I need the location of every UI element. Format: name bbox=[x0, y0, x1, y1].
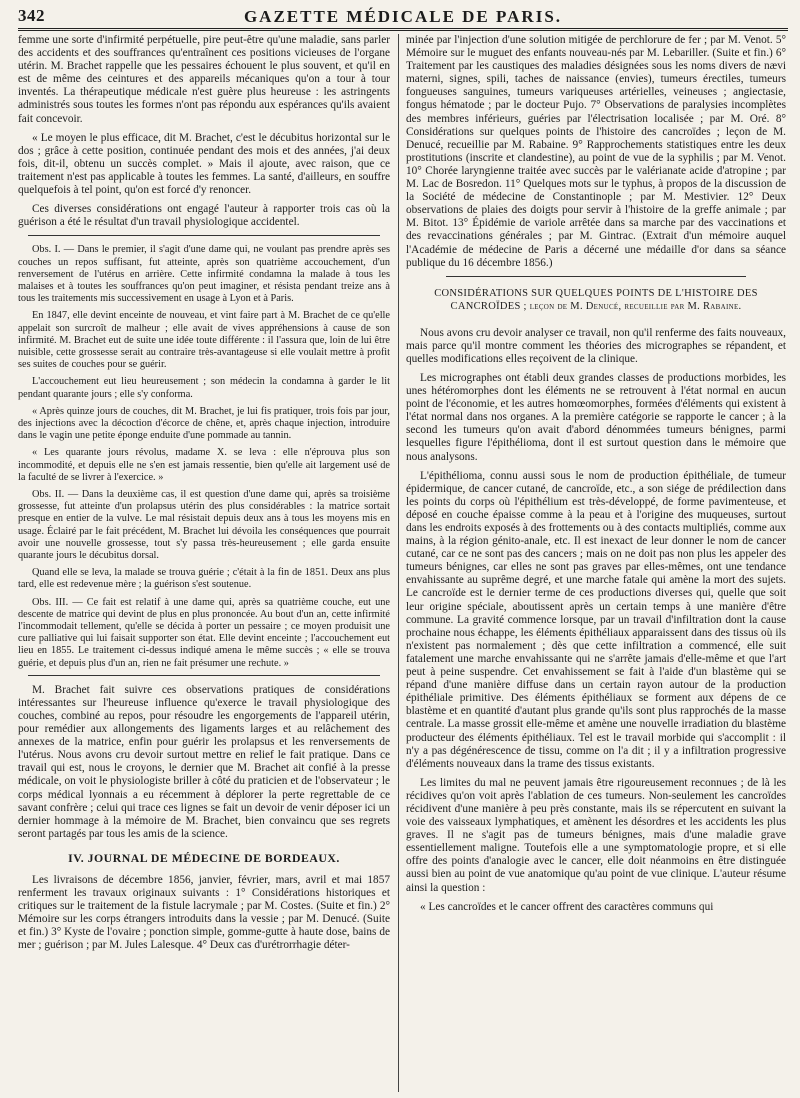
page-number: 342 bbox=[18, 6, 45, 25]
paragraph: Les limites du mal ne peuvent jamais être rigoureusement reconnues ; de là les récidives qu'on voit après l'ablation de ces tumeurs. Non-seulement les cancroïdes récidivent d'une manière à peu près constante, mais ils se répercutent en suivant la voie des vaisseaux lymphatiques, et amènent les désordres et les accidents les plus graves. Il ne s'agit pas de tumeurs bénignes, mais d'une maladie grave essentiellement maligne. Toutefois elle a une symptomatologie propre, et si elle offre des points d'analogie avec le cancer, elle doit néanmoins en être distinguée aussi bien au point de vue anatomique qu'au point de vue clinique. L'auteur résume ainsi la question : bbox=[406, 776, 786, 894]
divider bbox=[28, 235, 380, 236]
paragraph: Les micrographes ont établi deux grandes classes de productions morbides, les unes hétéromorphes dont les éléments ne se retrouvent à l'état normal en aucun point de l'économie, et les autres homœomorphes, formées d'éléments qui existent à l'état normal dans nos organes. A la première catégorie se rapporte le cancer ; à la second les tumeurs qu'on avait d'abord dénommées tumeurs bénignes, parmi lesquelles figure l'épithélioma, dont il est surtout question dans le mémoire que nous analysons. bbox=[406, 371, 786, 463]
paragraph: « Le moyen le plus efficace, dit M. Brachet, c'est le décubitus horizontal sur le dos ; grâce à cette position, continuée pendant des mois et des années, j'ai deux fois, dit-il, obtenu un succès complet. » Mais il ajoute, avec raison, que ce traitement n'est pas applicable à toutes les femmes. La santé, d'ailleurs, en souffre quelquefois à tel point, qu'on est forcé d'y renoncer. bbox=[18, 131, 390, 197]
observation-paragraph: L'accouchement eut lieu heureusement ; son médecin la condamna à garder le lit pendant quarante jours ; elle s'y conforma. bbox=[18, 376, 390, 400]
journal-title: GAZETTE MÉDICALE DE PARIS. bbox=[243, 7, 563, 26]
observation-paragraph: « Les quarante jours révolus, madame X. se leva : elle n'éprouva plus son incommodité, et depuis elle ne s'en est jamais ressentie, bien qu'elle ait largement usé de la faculté de se livrer à l'exercice. » bbox=[18, 447, 390, 483]
right-column bbox=[406, 34, 786, 1092]
paragraph: femme une sorte d'infirmité perpétuelle, pire peut-être qu'une maladie, sans parler des accidents et des souffrances qu'entraînent ces positions vicieuses de l'organe utérin. M. Brachet rappelle que les pessaires échouent le plus souvent, et qu'il en est de même des ceintures et des appareils mécaniques qu'on a tour à tour inventés. La thérapeutique médicale n'est guère plus heureuse : les astringents administrés sous toutes les formes n'ont pas répondu aux espérances qu'ils avaient fait concevoir. bbox=[18, 34, 390, 125]
paragraph: « Les cancroïdes et le cancer offrent des caractères communs qui bbox=[420, 900, 714, 913]
section-heading: IV. JOURNAL DE MÉDECINE DE BORDEAUX. bbox=[68, 850, 340, 865]
observation-paragraph: Obs. III. — Ce fait est relatif à une dame qui, après sa quatrième couche, eut une descente de matrice qui devint de plus en plus prononcée. Au bout d'un an, cette infirmité l'incommodait tellement, qu'elle se décida à porter un pessaire ; ce moyen produisit une cure palliative qui lui faisait supporter son état. Elle devint enceinte ; l'accouchement eut lieu en 1855. Le traitement ci-dessus indiqué amena le même succès ; « elle se trouva guérie, et depuis plus d'un an, rien ne fait présumer une rechute. » bbox=[18, 596, 390, 669]
page-header bbox=[18, 4, 788, 30]
article-title: CONSIDÉRATIONS SUR QUELQUES POINTS DE L'HISTOIRE DES CANCROÏDES ; leçon de M. Denucé, recueillie par M. Rabaine. bbox=[434, 287, 758, 312]
observation-paragraph: En 1847, elle devint enceinte de nouveau, et vint faire part à M. Brachet de ce qu'elle appelait son surcroît de malheur ; elle avait de vives appréhensions à cause de son infirmité. M. Brachet eut de suite une idée toute différente : il l'assura que, loin de lui être nuisible, cette grossesse serait au contraire très-avantageuse si elle voulait mettre à profit ses suites de couches pour se guérir. bbox=[18, 310, 390, 371]
observation-paragraph: « Après quinze jours de couches, dit M. Brachet, je lui fis pratiquer, trois fois par jour, des injections avec la décoction d'écorce de chêne, et, après chaque injection, introduire dans le vagin une petite éponge enduite d'une pommade au tannin. bbox=[18, 405, 390, 442]
column-divider bbox=[398, 34, 399, 1092]
observation-paragraph: Obs. II. — Dans la deuxième cas, il est question d'une dame qui, après sa troisième grossesse, fut atteinte d'un prolapsus utérin des plus considérables : la matrice sortait presque en entier de la vulve. Le mal résistait depuis deux ans à tous les moyens mis en usage. Éclairé par le fait précédent, M. Brachet lui dévoila les conséquences que pourrait avoir une nouvelle grossesse, tout s'y passa très-heureusement ; elle garda ensuite quarante jours le décubitus dorsal. bbox=[18, 488, 390, 561]
paragraph: minée par l'injection d'une solution mitigée de perchlorure de fer ; par M. Venot. 5° Mémoire sur le muguet des enfants nouveau-nés par M. Lebariller. (Suite et fin.) 6° Traitement par les caustiques des maladies désignées sous les noms divers de nævi materni, signes, spili, taches de naissance (envies), tumeurs érectiles, tumeurs fongueuses sanguines, tumeurs variqueuses artérielles, veineuses ; angiectasie, fongus hématode ; par le docteur Pujo. 7° Observations de paralysies incomplètes des membres inférieurs, guéries par l'électrisation localisée ; par M. Oré. 8° Considérations sur quelques points de l'histoire des cancroïdes ; leçon de M. Denucé, recueillie par M. Rabaine. 9° Rapprochements statistiques entre les deux prostitutions (inscrite et clandestine), au point de vue de la syphilis ; par M. Venot. 10° Chorée laryngienne traitée avec succès par le valérianate acide d'atropine ; par M. Lac de Bosredon. 11° Quelques mots sur le typhus, à propos de la discussion de la Société de médecine de Constantinople ; par M. Mestivier. 12° Deux observations de plaies des doigts pour servir à l'histoire de la greffe animale ; par M. Bitot. 13° Épidémie de variole arrêtée dans sa marche par des vaccinations et des revaccinations générales ; par M. Gintrac. (Extrait d'un mémoire auquel l'Académie de médecine de Paris a décerné une médaille d'or dans sa séance publique du 16 décembre 1856.) bbox=[406, 34, 786, 269]
paragraph: L'épithélioma, connu aussi sous le nom de production épithéliale, de tumeur épidermique, de cancer cutané, de cancroïde, etc., a son siége de prédilection dans les points du corps où l'épithélium est très-développé, de forme pavimenteuse, et déposé en couche épaisse comme à la peau et à l'origine des muqueuses, surtout dans les endroits exposés à des frottements ou à des contacts multipliés, comme aux mains, à la région génito-anale, etc. Il est inexact de leur donner le nom de cancer cutané, car ce ne sont pas des cancers ; mais on ne doit pas non plus les appeler des tumeurs bénignes, car elles ne sont pas graves par elles-mêmes, ont une tendance envahissante au suprême degré, et une marche fatale qui amène la mort des sujets. Le cancroïde est le dernier terme de ces productions diverses qui, quelle que soit leur origine spéciale, aboutissent après un certain temps à une manière d'être commune. La gravité commence lorsque, par un travail d'infiltration dont la cause prochaine nous échappe, les éléments épithéliaux apparaissent dans des tissus où ils n'existent pas normalement ; dès que cette infiltration a commencé, elle suit fatalement une marche envahissante qui ne s'arrête jamais d'elle-même et que l'art peut à peine suspendre. Cet envahissement se fait à l'aide d'un blastème qui se répand d'une manière diffuse dans un certain rayon autour de la production épithéliale primitive. Des éléments épithéliaux se forment aux dépens de ce blastème et en quantité d'autant plus grande qu'ils sont plus rapprochés de la masse centrale. La masse grossit elle-même et amène une nouvelle irradiation du blastème producteur des éléments épithéliaux. Tel est le travail morbide qui s'accomplit : il n'y a pas dégénérescence de tissu, comme on l'a dit ; il y a infiltration progressive d'éléments nouveaux dans la trame des tissus existants. bbox=[406, 469, 786, 770]
paragraph: Nous avons cru devoir analyser ce travail, non qu'il renferme des faits nouveaux, mais parce qu'il montre comment les théories des micrographes se répandent, et quelles modifications elles reçoivent de la clinique. bbox=[406, 326, 786, 365]
divider bbox=[446, 276, 746, 277]
observation-paragraph: Obs. I. — Dans le premier, il s'agit d'une dame qui, ne voulant pas prendre après ses couches un repos suffisant, fut atteinte, après son quatrième accouchement, d'un renversement de l'utérus en arrière. Cette infirmité condamna la malade à tous les malaises et à toutes les souffrances qu'on peut imaginer, et résista pendant treize ans à tous les traitements mis successivement en usage à Lyon et à Paris. bbox=[18, 244, 390, 305]
paragraph: Les livraisons de décembre 1856, janvier, février, mars, avril et mai 1857 renferment les travaux originaux suivants : 1° Considérations historiques et critiques sur le traitement de la fistule lacrymale ; par M. Costes. (Suite et fin.) 2° Mémoire sur les corps étrangers introduits dans la vessie ; par M. Denucé. (Suite et fin.) 3° Kyste de l'ovaire ; ponction simple, gomme-gutte à haute dose, bains de mer ; guérison ; par M. Jules Lalesque. 4° Deux cas d'urétrorrhagie déter- bbox=[18, 873, 390, 952]
left-column bbox=[18, 34, 390, 1092]
paragraph: Ces diverses considérations ont engagé l'auteur à rapporter trois cas où la guérison a été le résultat d'un travail physiologique accidentel. bbox=[18, 203, 390, 229]
header-rule bbox=[18, 28, 788, 31]
divider bbox=[28, 675, 380, 676]
observation-paragraph: Quand elle se leva, la malade se trouva guérie ; c'était à la fin de 1851. Deux ans plus tard, elle est redevenue mère ; la guérison s'est soutenue. bbox=[18, 567, 390, 591]
paragraph: M. Brachet fait suivre ces observations pratiques de considérations intéressantes sur l'heureuse influence qu'exerce le travail physiologique des couches, combiné au repos, pour résoudre les engorgements de l'appareil utérin, pour remédier aux allongements des ligaments larges et au relâchement des annexes de la matrice, enfin pour guérir les prolapsus et les renversements de l'utérus. Nous avons cru devoir surtout mettre en relief le fait pratique. Dans ce travail qui est, nous le croyons, le dernier que M. Brachet ait confié à la presse médicale, on voit le physiologiste briller à côté du praticien et de l'observateur ; le corps médical lyonnais a eu récemment à déplorer la perte regrettable de ce savant confrère ; celui qui trace ces lignes se fait un devoir de venir déposer ici un dernier hommage à la mémoire de M. Brachet, bien convaincu que ses regrets seront partagés par tous les amis de la science. bbox=[18, 683, 390, 840]
